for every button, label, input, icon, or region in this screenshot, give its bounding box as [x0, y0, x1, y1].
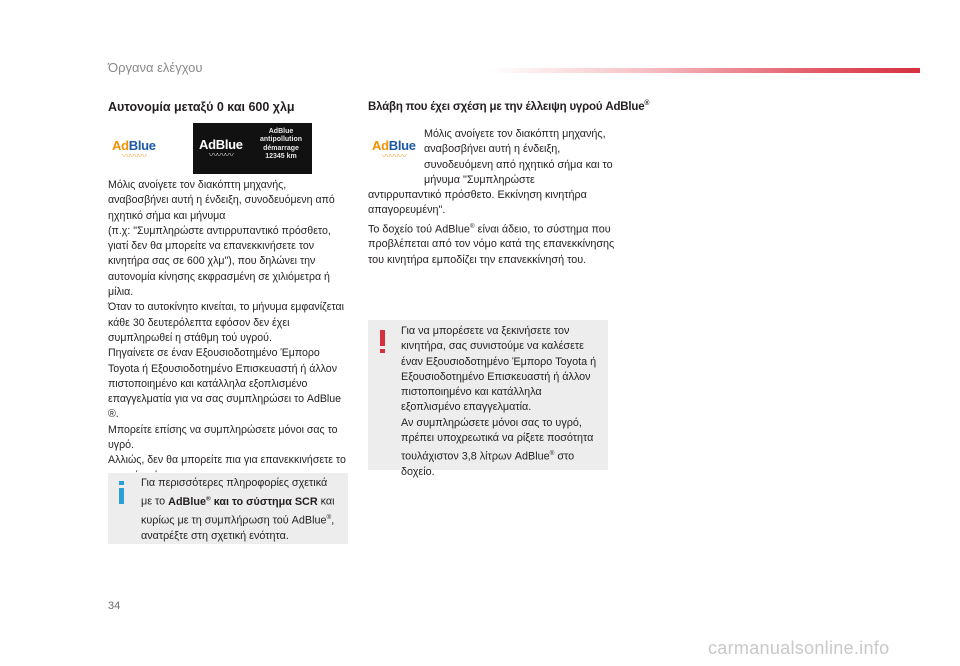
info-box: [108, 473, 348, 544]
watermark: carmanualsonline.info: [708, 638, 890, 658]
right-body-text: αντιρρυπαντικό πρόσθετο. Εκκίνηση κινητήρα απαγορευμένη". Το δοχείο τού AdBlue® είναι άδειο, το σύστημα που προβλέπεται από τον νόμο κατά της επανεκκίνησης του κινητήρα εμποδίζει την επανεκκίνησή του.: [368, 189, 615, 266]
adblue-fault-icon: AdBlue 〰〰〰: [372, 138, 416, 161]
warning-text: Για να μπορέσετε να ξεκινήσετε τον κινητήρα, σας συνιστούμε να καλέσετε έναν Εξουσιοδοτημένο Έμπορο Toyota ή Εξουσιοδοτημένο Επισκευαστή ή άλλον πιστοποιημένο και κατάλληλα εξοπλισμένο επαγγελματία. Αν συμπληρώσετε μόνοι σας το υγρό, πρέπει υποχρεωτικά να ρίξετε ποσότητα τουλάχιστον 3,8 λίτρων AdBlue® στο δοχείο.: [401, 325, 597, 479]
right-heading: Βλάβη που έχει σχέση με την έλλειψη υγρού AdBlue®: [368, 100, 650, 113]
page-number: 34: [108, 600, 121, 612]
adblue-warning-icon: AdBlue 〰〰〰: [112, 138, 156, 161]
instrument-panel-display: [193, 123, 312, 174]
section-title: Όργανα ελέγχου: [108, 60, 203, 75]
left-body-text: Μόλις ανοίγετε τον διακόπτη μηχανής, αναβοσβήνει αυτή η ένδειξη, συνοδευόμενη από ηχητικό σήμα και μήνυμα (π.χ: "Συμπληρώστε αντιρρυπαντικό πρόσθετο, γιατί δεν θα μπορείτε να επανεκκινήσετε τον κινητήρα σας σε 600 χλμ"), που δηλώνει την αυτονομία κίνησης εκφρασμένη σε χιλιόμετρα ή μίλια. Όταν το αυτοκίνητο κινείται, το μήνυμα εμφανίζεται κάθε 30 δευτερόλεπτα εφόσον δεν έχει συμπληρωθεί η στάθμη τού υγρού. Πηγαίνετε σε έναν Εξουσιοδοτημένο Έμπορο Toyota ή Εξουσιοδοτημένο Επισκευαστή ή άλλον πιστοποιημένο και κατάλληλα εξοπλισμένο επαγγελματία για να σας συμπληρώσει το AdBlue ®. Μπορείτε επίσης να συμπληρώσετε μόνοι σας το υγρό. Αλλιώς, δεν θα μπορείτε πια για επανεκκινήσετε το: [108, 179, 346, 467]
right-intro-text: Μόλις ανοίγετε τον διακόπτη μηχανής, αναβοσβήνει αυτή η ένδειξη, συνοδευόμενη από ηχητικό σήμα και το μήνυμα "Συμπληρώστε: [424, 128, 613, 186]
panel-message: AdBlue antipollution démarrage 12345 km: [260, 128, 302, 161]
info-text: Για περισσότερες πληροφορίες σχετικά με το AdBlue® και το σύστημα SCR και κυρίως με τη συμπλήρωση τού AdBlue®, ανατρέξτε στη σχετική ενότητα.: [141, 477, 335, 543]
warning-box: [368, 320, 608, 479]
left-heading: Αυτονομία μεταξύ 0 και 600 χλμ: [108, 100, 295, 114]
info-icon: [115, 478, 129, 506]
header-accent-bar: [490, 68, 920, 73]
adblue-display-icon: AdBlue 〰〰〰: [199, 137, 243, 160]
exclamation-icon: [376, 328, 390, 356]
